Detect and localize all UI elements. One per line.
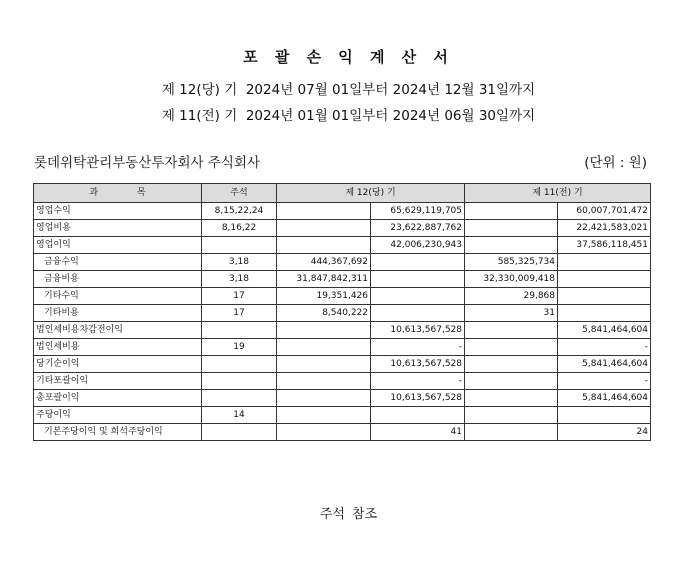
row-current-sub-amount <box>277 203 371 220</box>
row-current-sub-amount: 444,367,692 <box>277 254 371 271</box>
table-header-row <box>34 184 651 203</box>
unit-label: (단위 : 원) <box>584 155 647 171</box>
row-note: 8,16,22 <box>202 220 277 237</box>
row-prior-sub-amount: 31 <box>465 305 558 322</box>
row-prior-sub-amount <box>465 203 558 220</box>
row-note <box>202 424 277 441</box>
row-current-amount <box>371 271 465 288</box>
row-label: 법인세비용 <box>34 339 202 356</box>
row-label: 영업이익 <box>34 237 202 254</box>
row-note <box>202 390 277 407</box>
table-row <box>34 424 651 441</box>
row-prior-sub-amount <box>465 424 558 441</box>
row-prior-amount <box>558 305 651 322</box>
row-note: 17 <box>202 288 277 305</box>
row-prior-amount: 5,841,464,604 <box>558 322 651 339</box>
row-prior-amount: 24 <box>558 424 651 441</box>
row-current-amount: - <box>371 373 465 390</box>
row-prior-sub-amount <box>465 322 558 339</box>
row-current-amount: 42,006,230,943 <box>371 237 465 254</box>
row-prior-amount: 60,007,701,472 <box>558 203 651 220</box>
row-prior-sub-amount <box>465 373 558 390</box>
row-current-sub-amount: 31,847,842,311 <box>277 271 371 288</box>
row-current-amount: 10,613,567,528 <box>371 356 465 373</box>
row-note <box>202 322 277 339</box>
table-row <box>34 373 651 390</box>
row-prior-amount <box>558 288 651 305</box>
row-prior-amount: 5,841,464,604 <box>558 390 651 407</box>
footnote-reference: 주석 참조 <box>319 507 378 522</box>
header-note: 주석 <box>202 184 277 203</box>
row-current-sub-amount <box>277 220 371 237</box>
row-prior-amount <box>558 254 651 271</box>
row-current-sub-amount <box>277 339 371 356</box>
row-prior-sub-amount <box>465 407 558 424</box>
row-current-amount: 65,629,119,705 <box>371 203 465 220</box>
table-row <box>34 271 651 288</box>
row-note: 17 <box>202 305 277 322</box>
row-current-amount <box>371 254 465 271</box>
row-label: 기타포괄이익 <box>34 373 202 390</box>
row-label: 주당이익 <box>34 407 202 424</box>
row-label: 당기순이익 <box>34 356 202 373</box>
row-note <box>202 373 277 390</box>
table-row <box>34 356 651 373</box>
row-current-amount <box>371 305 465 322</box>
row-current-amount: 10,613,567,528 <box>371 322 465 339</box>
row-current-sub-amount <box>277 390 371 407</box>
table-row <box>34 339 651 356</box>
row-prior-amount: 37,586,118,451 <box>558 237 651 254</box>
row-prior-sub-amount <box>465 356 558 373</box>
table-row <box>34 288 651 305</box>
table-row <box>34 203 651 220</box>
row-prior-sub-amount <box>465 339 558 356</box>
row-prior-sub-amount <box>465 220 558 237</box>
row-note: 14 <box>202 407 277 424</box>
table-row <box>34 254 651 271</box>
table-row <box>34 305 651 322</box>
row-prior-amount: 22,421,583,021 <box>558 220 651 237</box>
row-current-amount: 23,622,887,762 <box>371 220 465 237</box>
row-label: 금융비용 <box>34 271 202 288</box>
row-current-sub-amount <box>277 424 371 441</box>
row-label: 기타비용 <box>34 305 202 322</box>
table-row <box>34 322 651 339</box>
row-label: 법인세비용차감전이익 <box>34 322 202 339</box>
row-current-sub-amount: 8,540,222 <box>277 305 371 322</box>
company-name: 롯데위탁관리부동산투자회사 주식회사 <box>34 155 260 171</box>
row-prior-amount <box>558 271 651 288</box>
header-item: 과 목 <box>34 184 202 203</box>
row-label: 영업수익 <box>34 203 202 220</box>
row-label: 총포괄이익 <box>34 390 202 407</box>
table-row <box>34 390 651 407</box>
row-prior-sub-amount: 29,868 <box>465 288 558 305</box>
row-note: 19 <box>202 339 277 356</box>
row-current-sub-amount <box>277 407 371 424</box>
period-prior: 제 11(전) 기 2024년 01월 01일부터 2024년 06월 30일까지 <box>161 108 536 124</box>
row-prior-sub-amount: 585,325,734 <box>465 254 558 271</box>
row-current-amount <box>371 407 465 424</box>
table-row <box>34 407 651 424</box>
table-row <box>34 237 651 254</box>
row-prior-sub-amount <box>465 237 558 254</box>
row-note <box>202 356 277 373</box>
header-prior-period: 제 11(전) 기 <box>465 184 651 203</box>
row-current-amount: - <box>371 339 465 356</box>
row-prior-amount: - <box>558 339 651 356</box>
row-current-sub-amount: 19,351,426 <box>277 288 371 305</box>
row-current-sub-amount <box>277 322 371 339</box>
row-note: 8,15,22,24 <box>202 203 277 220</box>
row-prior-amount: - <box>558 373 651 390</box>
row-current-amount: 10,613,567,528 <box>371 390 465 407</box>
row-prior-sub-amount <box>465 390 558 407</box>
row-current-amount: 41 <box>371 424 465 441</box>
header-current-period: 제 12(당) 기 <box>277 184 465 203</box>
table-row <box>34 220 651 237</box>
row-label: 영업비용 <box>34 220 202 237</box>
row-current-sub-amount <box>277 356 371 373</box>
row-current-sub-amount <box>277 237 371 254</box>
period-current: 제 12(당) 기 2024년 07월 01일부터 2024년 12월 31일까지 <box>161 82 536 98</box>
row-label: 기본주당이익 및 희석주당이익 <box>34 424 202 441</box>
row-note: 3,18 <box>202 271 277 288</box>
row-note: 3,18 <box>202 254 277 271</box>
row-prior-amount <box>558 407 651 424</box>
row-prior-amount: 5,841,464,604 <box>558 356 651 373</box>
row-prior-sub-amount: 32,330,009,418 <box>465 271 558 288</box>
income-statement-table <box>33 183 651 441</box>
row-label: 금융수익 <box>34 254 202 271</box>
statement-title: 포 괄 손 익 계 산 서 <box>243 48 454 66</box>
row-label: 기타수익 <box>34 288 202 305</box>
row-note <box>202 237 277 254</box>
row-current-sub-amount <box>277 373 371 390</box>
row-current-amount <box>371 288 465 305</box>
